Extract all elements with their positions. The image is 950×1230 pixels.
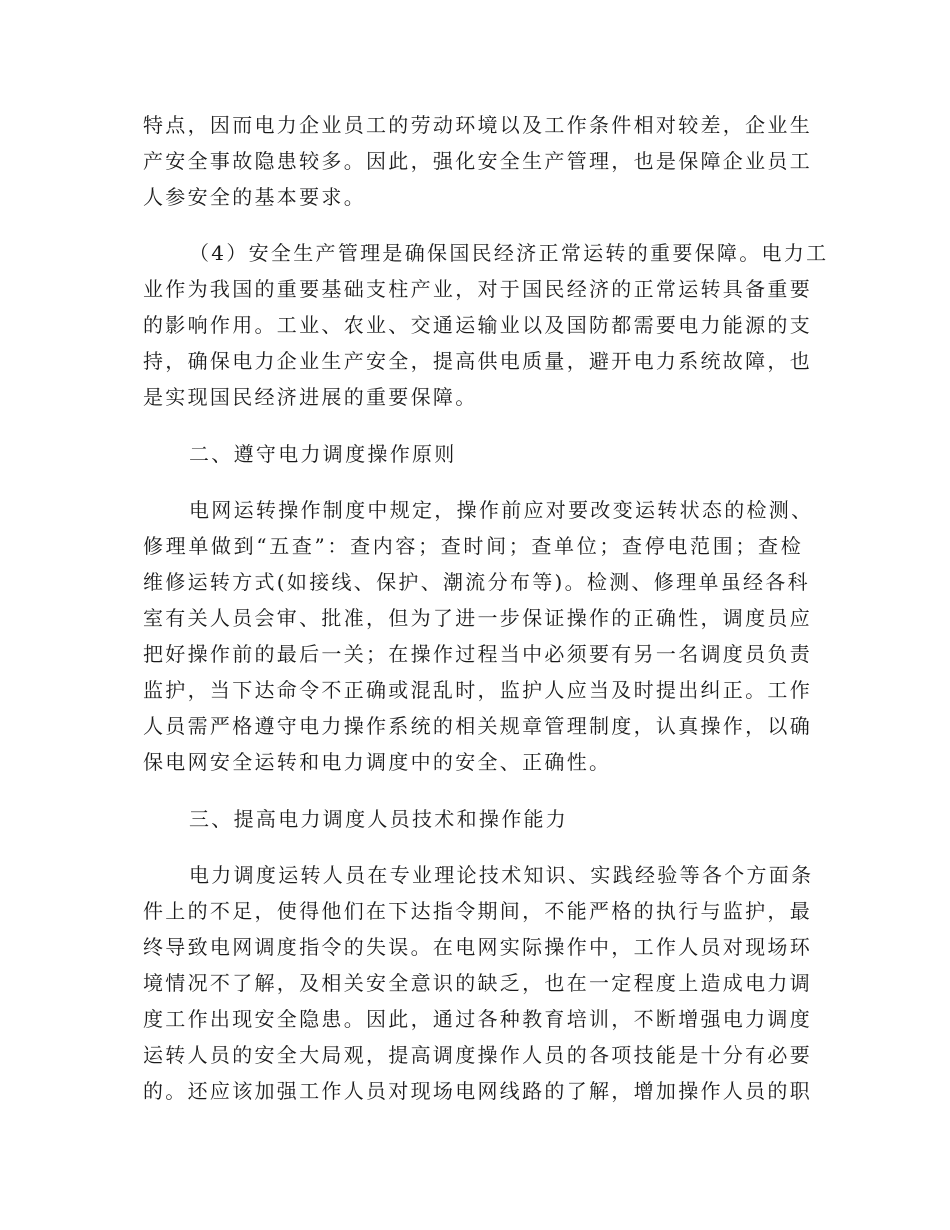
section-heading: 三、提高电力调度人员技术和操作能力 (189, 807, 569, 831)
paragraph-line: 人员需严格遵守电力操作系统的相关规章管理制度，认真操作，以确 (143, 714, 812, 738)
paragraph-line: 监护，当下达命令不正确或混乱时，监护人应当及时提出纠正。工作 (143, 678, 812, 702)
paragraph-line: 保电网安全运转和电力调度中的安全、正确性。 (143, 750, 612, 774)
paragraph-line: 的影响作用。工业、农业、交通运输业以及国防都需要电力能源的支 (143, 313, 812, 337)
paragraph-line: 持，确保电力企业生产安全，提高供电质量，避开电力系统故障，也 (143, 349, 812, 373)
paragraph-line: 的。还应该加强工作人员对现场电网线路的了解，增加操作人员的职 (143, 1079, 812, 1103)
paragraph-line: 产安全事故隐患较多。因此，强化安全生产管理，也是保障企业员工 (143, 149, 812, 173)
paragraph-line: 终导致电网调度指令的失误。在电网实际操作中，工作人员对现场环 (143, 935, 812, 959)
paragraph-line: 是实现国民经济进展的重要保障。 (143, 385, 478, 409)
paragraph-line: 境情况不了解，及相关安全意识的缺乏，也在一定程度上造成电力调 (143, 971, 812, 995)
paragraph-line: 把好操作前的最后一关；在操作过程当中必须要有另一名调度员负责 (143, 642, 812, 666)
paragraph-line: 运转人员的安全大局观，提高调度操作人员的各项技能是十分有必要 (143, 1043, 812, 1067)
paragraph-line: 维修运转方式(如接线、保护、潮流分布等)。检测、修理单虽经各科 (143, 570, 810, 594)
section-heading: 二、遵守电力调度操作原则 (189, 442, 457, 466)
paragraph-line: 室有关人员会审、批准，但为了进一步保证操作的正确性，调度员应 (143, 606, 812, 630)
paragraph-line: 电力调度运转人员在专业理论技术知识、实践经验等各个方面条 (189, 863, 814, 887)
paragraph-line: 度工作出现安全隐患。因此，通过各种教育培训，不断增强电力调度 (143, 1007, 812, 1031)
paragraph-line: 件上的不足，使得他们在下达指令期间，不能严格的执行与监护，最 (143, 899, 812, 923)
paragraph-line: 修理单做到“五查”：查内容；查时间；查单位；查停电范围；查检 (143, 534, 803, 558)
paragraph-line: 业作为我国的重要基础支柱产业，对于国民经济的正常运转具备重要 (143, 277, 812, 301)
paragraph-line: 电网运转操作制度中规定，操作前应对要改变运转状态的检测、 (189, 498, 814, 522)
paragraph-line: 人参安全的基本要求。 (143, 185, 366, 209)
paragraph-line: （4）安全生产管理是确保国民经济正常运转的重要保障。电力工 (189, 241, 829, 265)
paragraph-line: 特点，因而电力企业员工的劳动环境以及工作条件相对较差，企业生 (143, 113, 812, 137)
